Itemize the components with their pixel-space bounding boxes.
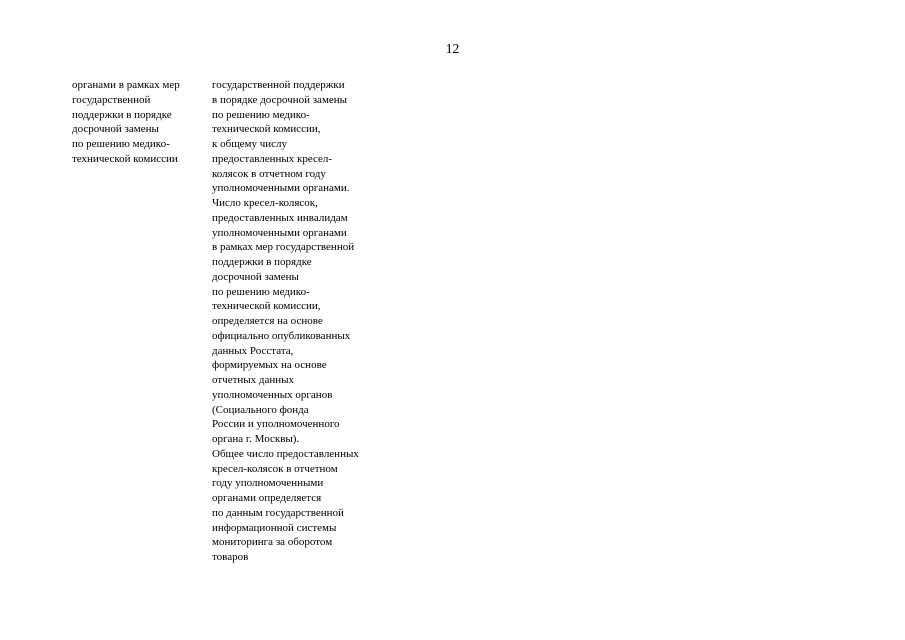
text-line: поддержки в порядке [212, 256, 312, 268]
text-line: кресел-колясок в отчетном [212, 462, 338, 475]
text-line: (Социального фонда [212, 403, 309, 416]
text-line: Число кресел-колясок, [212, 197, 318, 209]
text-line: официально опубликованных [212, 329, 351, 342]
text-column-right [212, 78, 359, 565]
text-line: органа г. Москвы). [212, 433, 300, 445]
text-line: государственной [72, 93, 151, 106]
text-column-left [72, 78, 180, 167]
text-line: предоставленных кресел- [212, 152, 333, 165]
text-line: информационной системы [212, 521, 337, 534]
text-line: уполномоченными органами. [212, 182, 350, 195]
text-line: государственной поддержки [212, 79, 345, 91]
text-line: уполномоченными органами [212, 226, 347, 239]
text-line: колясок в отчетном году [212, 167, 326, 180]
text-line: определяется на основе [212, 315, 323, 327]
text-line: по решению медико- [212, 108, 310, 121]
text-line: по решению медико- [72, 138, 170, 150]
text-line: формируемых на основе [212, 359, 327, 372]
text-line: России и уполномоченного [212, 418, 340, 431]
text-line: органами определяется [212, 492, 322, 504]
text-line: по решению медико- [212, 285, 310, 298]
text-line: досрочной замены [72, 123, 159, 136]
text-line: мониторинга за оборотом [212, 536, 333, 549]
text-line: технической комиссии [72, 152, 178, 165]
text-line: данных Росстата, [212, 344, 294, 357]
text-line: году уполномоченными [212, 477, 324, 490]
text-line: по данным государственной [212, 506, 344, 519]
text-line: предоставленных инвалидам [212, 211, 348, 224]
text-line: к общему числу [212, 138, 288, 150]
page-number: 12 [445, 41, 460, 56]
text-line: товаров [212, 551, 249, 563]
text-line: досрочной замены [212, 270, 299, 283]
text-line: уполномоченных органов [212, 388, 333, 401]
text-line: органами в рамках мер [72, 79, 180, 91]
text-line: Общее число предоставленных [212, 447, 359, 460]
text-line: технической комиссии, [212, 123, 321, 136]
text-line: поддержки в порядке [72, 108, 172, 121]
text-line: в порядке досрочной замены [212, 93, 348, 106]
text-line: в рамках мер государственной [212, 241, 355, 254]
text-line: технической комиссии, [212, 300, 321, 313]
text-line: отчетных данных [212, 374, 295, 386]
